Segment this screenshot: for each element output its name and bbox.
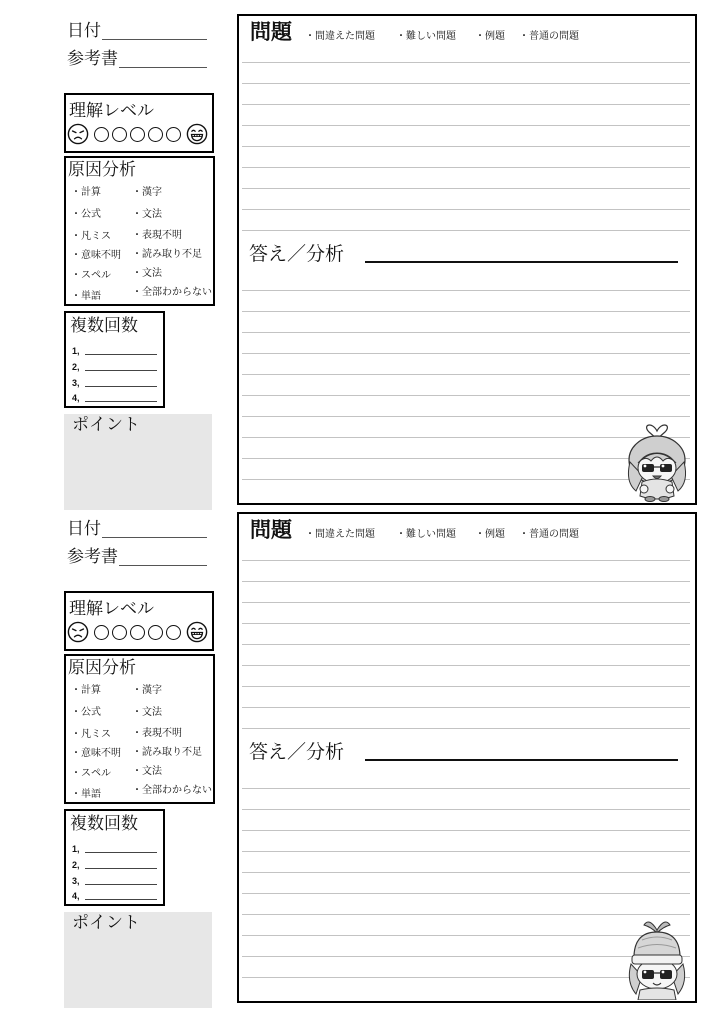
- repeat-count-title: 複数回数: [70, 814, 138, 833]
- cause-analysis-box: [64, 654, 215, 804]
- cause-item: ・単語: [71, 789, 101, 800]
- date-write-line[interactable]: [102, 39, 207, 40]
- cause-item: ・全部わからない: [132, 287, 212, 298]
- repeat-entry-number: 2,: [72, 860, 80, 870]
- cause-item: ・読み取り不足: [132, 747, 202, 758]
- repeat-entry-number: 1,: [72, 844, 80, 854]
- chibi-character-heart-hair-icon: [622, 416, 692, 502]
- date-write-line[interactable]: [102, 537, 207, 538]
- rating-circle-1[interactable]: [94, 127, 109, 142]
- cause-analysis-title: 原因分析: [68, 160, 136, 179]
- problem-type-normal: ・普通の問題: [519, 31, 579, 42]
- reference-book-label: 参考書: [67, 49, 118, 68]
- cause-item: ・単語: [71, 291, 101, 302]
- rating-circle-4[interactable]: [148, 127, 163, 142]
- cause-item: ・文法: [132, 209, 162, 220]
- reference-book-field: [67, 49, 207, 69]
- problem-type-normal: ・普通の問題: [519, 529, 579, 540]
- date-field: [67, 21, 207, 41]
- repeat-count-title: 複数回数: [70, 316, 138, 335]
- problem-title: 問題: [250, 21, 292, 44]
- repeat-entry-write-line[interactable]: [85, 401, 157, 402]
- problem-type-mistake: ・間違えた問題: [305, 31, 375, 42]
- repeat-entry-number: 3,: [72, 378, 80, 388]
- repeat-entry-number: 4,: [72, 393, 80, 403]
- cause-item: ・漢字: [132, 187, 162, 198]
- cause-item: ・読み取り不足: [132, 249, 202, 260]
- repeat-count-box: [64, 809, 165, 906]
- cause-item: ・公式: [71, 707, 101, 718]
- cause-item: ・漢字: [132, 685, 162, 696]
- rating-circle-5[interactable]: [166, 625, 181, 640]
- cause-item: ・意味不明: [71, 748, 121, 759]
- cause-analysis-title: 原因分析: [68, 658, 136, 677]
- rating-circle-3[interactable]: [130, 127, 145, 142]
- repeat-count-box: [64, 311, 165, 408]
- answer-analysis-line: [365, 759, 678, 761]
- point-title: ポイント: [72, 415, 140, 434]
- repeat-entry-write-line[interactable]: [85, 386, 157, 387]
- cause-item: ・計算: [71, 187, 101, 198]
- understanding-level-title: 理解レベル: [69, 101, 154, 120]
- point-title: ポイント: [72, 913, 140, 932]
- repeat-entry-number: 3,: [72, 876, 80, 886]
- worksheet-bottom: [0, 498, 724, 1010]
- rating-circle-3[interactable]: [130, 625, 145, 640]
- sad-face-icon: [67, 123, 89, 145]
- problem-answer-box: [237, 14, 697, 505]
- cause-analysis-box: [64, 156, 215, 306]
- cause-item: ・表現不明: [132, 230, 182, 241]
- cause-item: ・凡ミス: [71, 231, 111, 242]
- sad-face-icon: [67, 621, 89, 643]
- chibi-character-leaf-hat-icon: [622, 914, 692, 1000]
- happy-face-icon: [186, 621, 208, 643]
- repeat-entry-number: 4,: [72, 891, 80, 901]
- rating-circle-2[interactable]: [112, 127, 127, 142]
- date-field: [67, 519, 207, 539]
- repeat-entry-number: 2,: [72, 362, 80, 372]
- repeat-entry-write-line[interactable]: [85, 354, 157, 355]
- cause-item: ・公式: [71, 209, 101, 220]
- cause-item: ・計算: [71, 685, 101, 696]
- reference-book-label: 参考書: [67, 547, 118, 566]
- reference-book-field: [67, 547, 207, 567]
- point-box[interactable]: [64, 414, 212, 510]
- rating-circle-5[interactable]: [166, 127, 181, 142]
- cause-item: ・スペル: [71, 768, 111, 779]
- cause-item: ・スペル: [71, 270, 111, 281]
- repeat-entry-write-line[interactable]: [85, 852, 157, 853]
- cause-item: ・表現不明: [132, 728, 182, 739]
- problem-type-mistake: ・間違えた問題: [305, 529, 375, 540]
- happy-face-icon: [186, 123, 208, 145]
- problem-ruled-writing-area[interactable]: [242, 62, 690, 232]
- cause-item: ・文法: [132, 766, 162, 777]
- answer-analysis-title: 答え／分析: [249, 742, 345, 763]
- repeat-entry-number: 1,: [72, 346, 80, 356]
- problem-title: 問題: [250, 519, 292, 542]
- cause-item: ・全部わからない: [132, 785, 212, 796]
- repeat-entry-write-line[interactable]: [85, 868, 157, 869]
- understanding-level-box: [64, 93, 214, 153]
- reference-book-write-line[interactable]: [119, 565, 207, 566]
- understanding-level-title: 理解レベル: [69, 599, 154, 618]
- cause-item: ・意味不明: [71, 250, 121, 261]
- cause-item: ・文法: [132, 268, 162, 279]
- problem-type-difficult: ・難しい問題: [396, 31, 456, 42]
- rating-circle-2[interactable]: [112, 625, 127, 640]
- repeat-entry-write-line[interactable]: [85, 370, 157, 371]
- repeat-entry-write-line[interactable]: [85, 884, 157, 885]
- problem-type-example: ・例題: [475, 31, 505, 42]
- point-box[interactable]: [64, 912, 212, 1008]
- answer-analysis-line: [365, 261, 678, 263]
- cause-item: ・文法: [132, 707, 162, 718]
- problem-ruled-writing-area[interactable]: [242, 560, 690, 730]
- reference-book-write-line[interactable]: [119, 67, 207, 68]
- understanding-level-box: [64, 591, 214, 651]
- repeat-entry-write-line[interactable]: [85, 899, 157, 900]
- date-label: 日付: [67, 21, 101, 40]
- answer-analysis-title: 答え／分析: [249, 244, 345, 265]
- problem-type-difficult: ・難しい問題: [396, 529, 456, 540]
- rating-circle-1[interactable]: [94, 625, 109, 640]
- cause-item: ・凡ミス: [71, 729, 111, 740]
- problem-type-example: ・例題: [475, 529, 505, 540]
- date-label: 日付: [67, 519, 101, 538]
- rating-circle-4[interactable]: [148, 625, 163, 640]
- problem-answer-box: [237, 512, 697, 1003]
